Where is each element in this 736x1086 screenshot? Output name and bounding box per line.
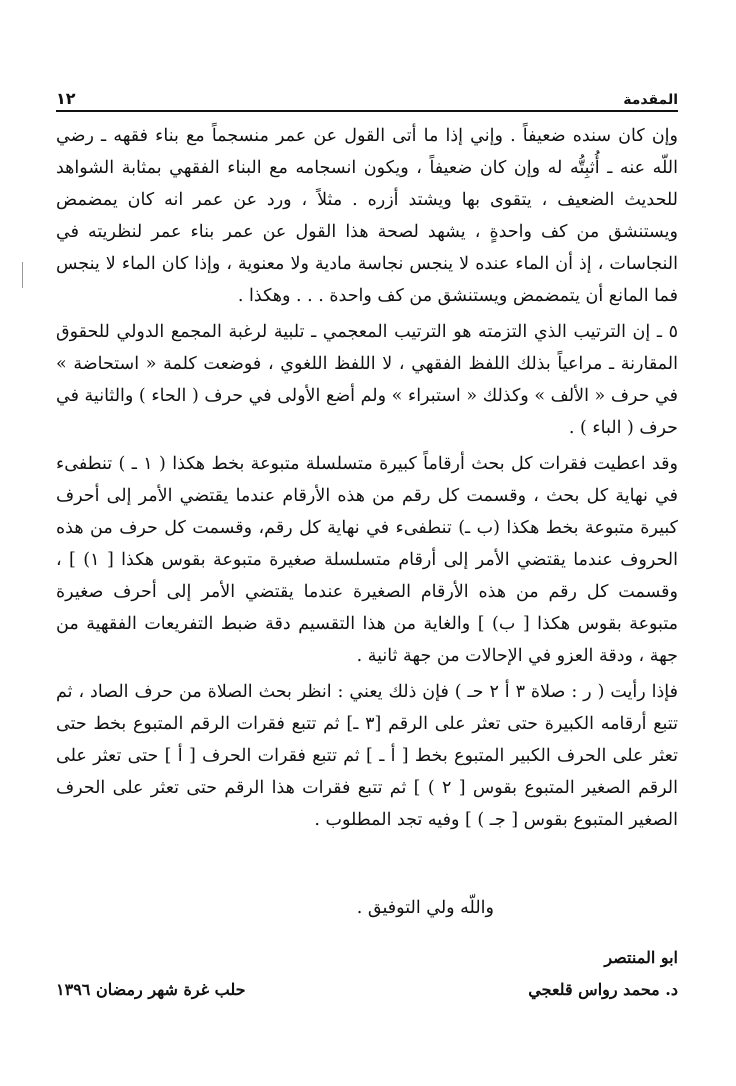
place-date: حلب غرة شهر رمضان ١٣٩٦ [56, 980, 246, 999]
signature-row [56, 980, 678, 999]
paragraph-3: وقد اعطيت فقرات كل بحث أرقاماً كبيرة متسلسلة متبوعة بخط هكذا ( ١ ـ ) تنطفىء في نهاية كل بحث ، وقسمت كل رقم من هذه الأرقام عندما يقتضي الأمر إلى أحرف كبيرة متبوعة بخط هكذا (ب ـ) تنطفىء في نهاية كل رقم، وقسمت كل حرف من هذه الحروف عندما يقتضي الأمر إلى أرقام متسلسلة صغيرة متبوعة بقوس هكذا [ ١) ] ، وقسمت كل رقم من هذه الأرقام الصغيرة عندما يقتضي الأمر إلى أحرف صغيرة متبوعة بقوس هكذا [ ب) ] والغاية من هذا التقسيم دقة ضبط التفريعات الفقهية من جهة ، ودقة العزو في الإحالات من جهة ثانية . [56, 454, 678, 666]
section-title: المقدمة [623, 92, 678, 108]
paragraph-4: فإذا رأيت ( ر : صلاة ٣ أ ٢ حـ ) فإن ذلك يعني : انظر بحث الصلاة من حرف الصاد ، ثم تتبع أرقامه الكبيرة حتى تعثر على الرقم [٣ ـ] ثم تتبع فقرات الرقم المتبوع بخط حتى تعثر على الحرف الكبير المتبوع بخط [ أ ـ ] ثم تتبع فقرات الحرف [ أ ] حتى تعثر على الرقم الصغير المتبوع بقوس [ ٢ ) ] ثم تتبع فقرات هذا الرقم حتى تعثر على الحرف الصغير المتبوع بقوس [ جـ ) ] وفيه تجد المطلوب . [56, 682, 678, 830]
signature-name: ابو المنتصر [604, 948, 678, 967]
page-number: ١٢ [56, 89, 76, 108]
author-name: د. محمد رواس قلعجي [528, 980, 678, 999]
running-header [56, 82, 678, 108]
margin-mark [22, 262, 23, 288]
paragraph-2: ٥ ـ إن الترتيب الذي التزمته هو الترتيب المعجمي ـ تلبية لرغبة المجمع الدولي للحقوق المقارنة ـ مراعياً بذلك اللفظ الفقهي ، لا اللفظ اللغوي ، فوضعت كلمة « استحاضة » في حرف « الألف » وكذلك « استبراء » ولم أضع الأولى في حرف ( الحاء ) والثانية في حرف ( الباء ) . [56, 322, 678, 438]
body-text [56, 120, 678, 840]
closing-line: واللّه ولي التوفيق . [356, 898, 494, 918]
paragraph-1: وإن كان سنده ضعيفاً . وإني إذا ما أتى القول عن عمر منسجماً مع بناء فقهه ـ رضي اللّه عنه ـ أُثبِتُّه له وإن كان ضعيفاً ، ويكون انسجامه مع البناء الفقهي بمثابة الشواهد للحديث الضعيف ، يتقوى بها ويشتد أزره . مثلاً ، ورد عن عمر انه كان يمضمض ويستنشق من كف واحدةٍ ، يشهد لصحة هذا القول عن عمر بناء عمر لنظريته في النجاسات ، إذ أن الماء عنده لا ينجس نجاسة مادية ولا معنوية ، وإذا كان الماء لا ينجس فما المانع أن يتمضمض ويستنشق من كف واحدة . . . وهكذا . [56, 126, 678, 306]
header-rule [56, 110, 678, 112]
